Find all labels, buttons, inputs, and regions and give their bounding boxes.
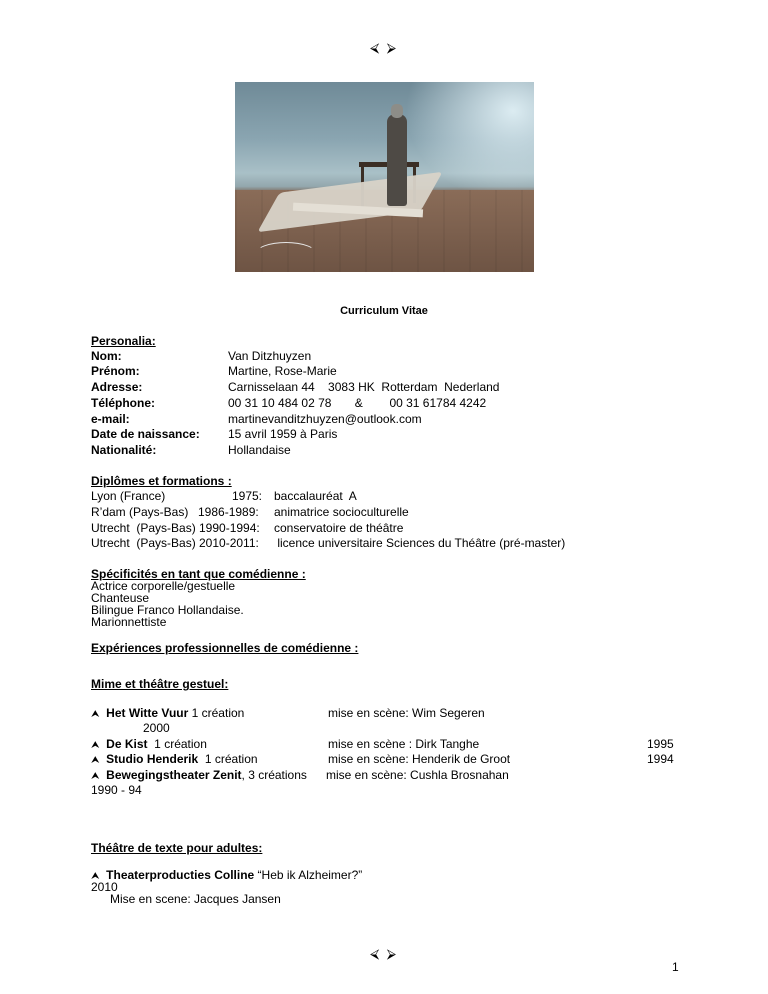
- company-name: De Kist: [106, 737, 148, 751]
- personalia-label: Adresse:: [91, 380, 143, 394]
- diplome-years: 1986-1989:: [198, 505, 259, 519]
- mise-en-scene: mise en scène: Wim Segeren: [328, 706, 485, 720]
- footer-ornament: ⮘ ⮚: [369, 946, 399, 961]
- personalia-label: Téléphone:: [91, 396, 156, 410]
- company-detail: 1 création: [188, 706, 245, 720]
- personalia-value: Van Ditzhuyzen: [228, 349, 312, 363]
- diplome-place: R’dam (Pays-Bas): [91, 505, 189, 519]
- entry-year: 2000: [143, 721, 170, 735]
- theatre-entry: [91, 868, 362, 884]
- bullet-icon: ⮝: [91, 755, 100, 766]
- bullet-icon: ⮝: [91, 709, 100, 720]
- entry-year: 1990 - 94: [91, 783, 142, 797]
- personalia-label: Prénom:: [91, 364, 140, 378]
- mime-entry: [91, 737, 207, 753]
- diplome-value: licence universitaire Sciences du Théâtre (pré-master): [274, 536, 566, 550]
- personalia-heading: Personalia:: [91, 334, 156, 348]
- specificite-item: Actrice corporelle/gestuelle: [91, 579, 236, 593]
- personalia-value: Martine, Rose-Marie: [228, 364, 337, 378]
- diplome-place: Lyon (France): [91, 489, 166, 503]
- entry-year: 2010: [91, 880, 118, 894]
- personalia-value: 00 31 10 484 02 78 & 00 31 61784 4242: [228, 396, 487, 410]
- experiences-heading: Expériences professionnelles de comédienne :: [91, 641, 359, 655]
- bullet-icon: ⮝: [91, 871, 100, 882]
- specificite-item: Bilingue Franco Hollandaise.: [91, 603, 244, 617]
- company-name: Het Witte Vuur: [106, 706, 189, 720]
- header-ornament: ⮘ ⮚: [369, 40, 399, 55]
- mime-entry: [91, 752, 258, 768]
- company-detail: 1 création: [147, 737, 207, 751]
- play-title: “Heb ik Alzheimer?”: [254, 868, 363, 882]
- personalia-label: Nationalité:: [91, 443, 157, 457]
- diplomes-heading: Diplômes et formations :: [91, 474, 232, 488]
- mise-en-scene: mise en scène: Cushla Brosnahan: [326, 768, 509, 782]
- personalia-label: Nom:: [91, 349, 122, 363]
- diplome-years: 1975:: [231, 489, 262, 503]
- company-detail: , 3 créations: [241, 768, 307, 782]
- diplome-value: conservatoire de théâtre: [274, 521, 404, 535]
- entry-year: 1994: [647, 752, 674, 766]
- specificite-item: Marionnettiste: [91, 615, 167, 629]
- company-detail: 1 création: [198, 752, 258, 766]
- stage-photo: [235, 82, 534, 272]
- email-link[interactable]: martinevanditzhuyzen@outlook.com: [228, 412, 422, 426]
- entry-year: 1995: [647, 737, 674, 751]
- personalia-label: e-mail:: [91, 412, 130, 426]
- diplome-value: animatrice socioculturelle: [274, 505, 409, 519]
- diplome-years: 2010-2011:: [199, 536, 259, 550]
- company-name: Bewegingstheater Zenit: [106, 768, 242, 782]
- bullet-icon: ⮝: [91, 740, 100, 751]
- specificites-heading: Spécificités en tant que comédienne :: [91, 567, 306, 581]
- diplome-place: Utrecht (Pays-Bas): [91, 521, 196, 535]
- company-name: Studio Henderik: [106, 752, 199, 766]
- mise-en-scene: mise en scène: Henderik de Groot: [328, 752, 511, 766]
- mime-entry: [91, 768, 307, 784]
- personalia-value: Hollandaise: [228, 443, 291, 457]
- mime-entry: [91, 706, 244, 722]
- diplome-value: baccalauréat A: [274, 489, 357, 503]
- company-name: Theaterproducties Colline: [106, 868, 255, 882]
- diplome-place: Utrecht (Pays-Bas): [91, 536, 196, 550]
- bullet-icon: ⮝: [91, 771, 100, 782]
- mime-heading: Mime et théâtre gestuel:: [91, 677, 229, 691]
- theatre-heading: Théâtre de texte pour adultes:: [91, 841, 263, 855]
- diplome-years: 1990-1994:: [199, 521, 260, 535]
- page-number: 1: [672, 960, 679, 974]
- personalia-label: Date de naissance:: [91, 427, 200, 441]
- personalia-value: 15 avril 1959 à Paris: [228, 427, 338, 441]
- cv-title: Curriculum Vitae: [340, 305, 428, 317]
- specificites-list: [91, 580, 244, 628]
- mise-en-scene: Mise en scene: Jacques Jansen: [110, 892, 281, 906]
- mise-en-scene: mise en scène : Dirk Tanghe: [328, 737, 480, 751]
- personalia-value: Carnisselaan 44 3083 HK Rotterdam Nederland: [228, 380, 500, 394]
- specificite-item: Chanteuse: [91, 591, 150, 605]
